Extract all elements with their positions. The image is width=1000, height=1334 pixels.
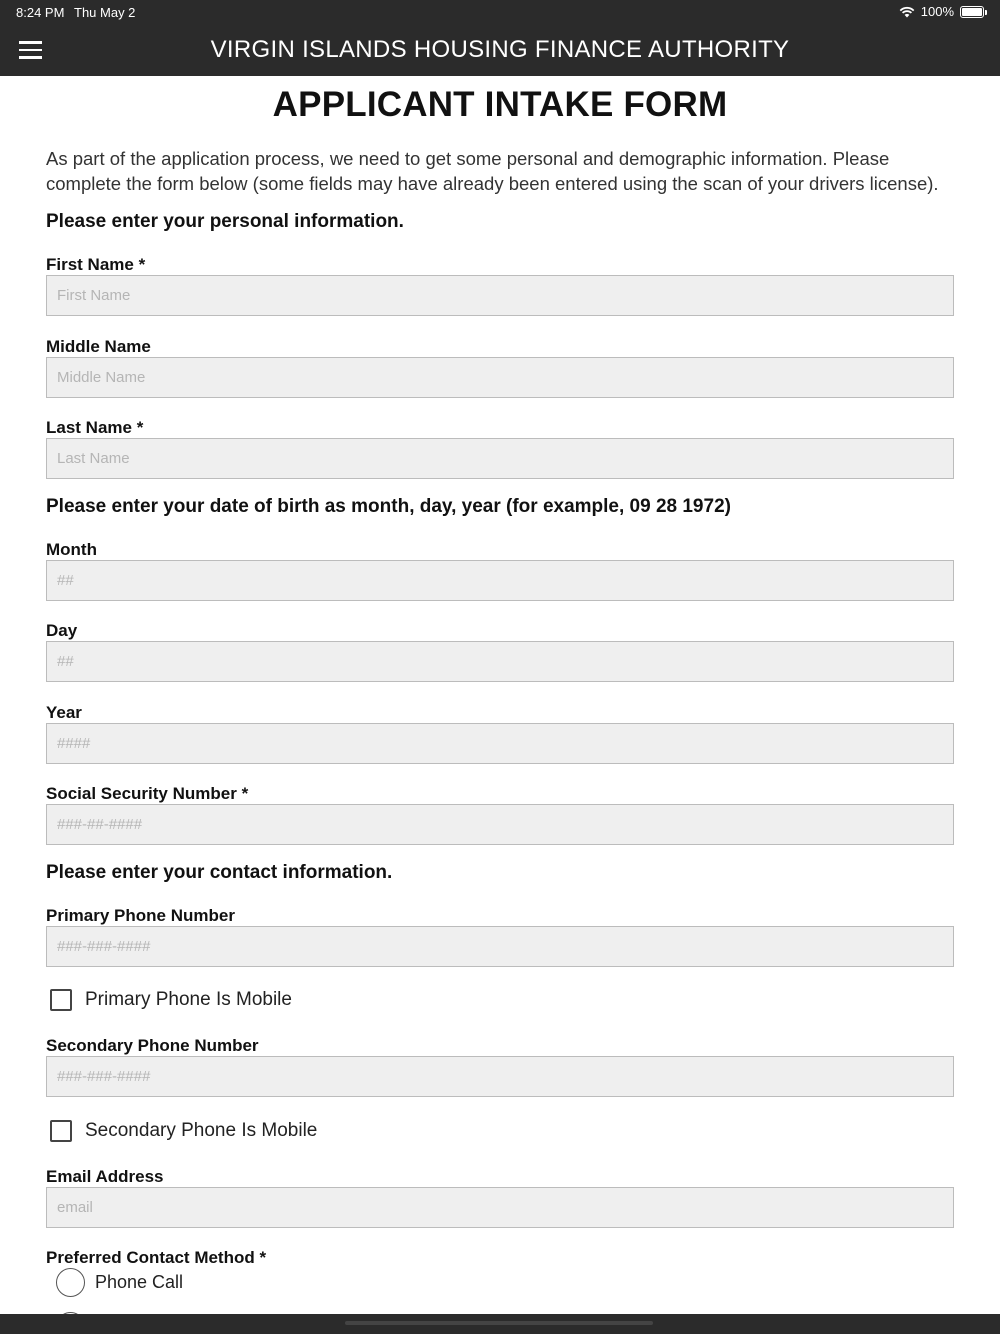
secondary-mobile-label: Secondary Phone Is Mobile xyxy=(85,1120,318,1141)
contact-method-label: Preferred Contact Method * xyxy=(46,1248,267,1267)
secondary-mobile-checkbox[interactable] xyxy=(50,1120,317,1142)
primary-phone-input[interactable] xyxy=(46,926,954,967)
ssn-input[interactable] xyxy=(46,804,954,845)
home-bar-area xyxy=(0,1314,1000,1334)
last-name-label: Last Name * xyxy=(46,418,144,437)
intro-text: As part of the application process, we need to get some personal and demographic information. Please complete the form below (some fields may have already been entered using the scan of your drivers license). xyxy=(46,148,939,194)
primary-phone-label: Primary Phone Number xyxy=(46,906,235,925)
page-title: APPLICANT INTAKE FORM xyxy=(272,85,728,124)
dob-heading: Please enter your date of birth as month, day, year (for example, 09 28 1972) xyxy=(46,496,731,517)
last-name-input[interactable] xyxy=(46,438,954,479)
checkbox-box[interactable] xyxy=(50,1120,72,1142)
radio-label-phone-call: Phone Call xyxy=(95,1272,184,1292)
app-header xyxy=(0,24,1000,76)
day-input[interactable] xyxy=(46,641,954,682)
email-input[interactable] xyxy=(46,1187,954,1228)
year-label: Year xyxy=(46,703,82,722)
day-label: Day xyxy=(46,621,78,640)
app-title: VIRGIN ISLANDS HOUSING FINANCE AUTHORITY xyxy=(210,36,790,63)
form-content[interactable] xyxy=(0,76,1000,1314)
contact-info-heading: Please enter your contact information. xyxy=(46,862,393,883)
status-date: Thu May 2 xyxy=(74,5,136,20)
contact-method-phone-radio[interactable] xyxy=(56,1268,183,1297)
personal-info-heading: Please enter your personal information. xyxy=(46,211,404,232)
email-label: Email Address xyxy=(46,1167,164,1186)
secondary-phone-label: Secondary Phone Number xyxy=(46,1036,259,1055)
status-bar xyxy=(0,0,1000,24)
status-time: 8:24 PM xyxy=(16,5,65,20)
battery-icon xyxy=(960,6,984,18)
month-input[interactable] xyxy=(46,560,954,601)
checkbox-box[interactable] xyxy=(50,989,72,1011)
wifi-icon xyxy=(899,6,915,18)
year-input[interactable] xyxy=(46,723,954,764)
ssn-label: Social Security Number * xyxy=(46,784,249,803)
first-name-label: First Name * xyxy=(46,255,146,274)
primary-mobile-checkbox[interactable] xyxy=(50,989,292,1011)
status-indicators xyxy=(899,4,984,19)
middle-name-input[interactable] xyxy=(46,357,954,398)
middle-name-label: Middle Name xyxy=(46,337,151,356)
primary-mobile-label: Primary Phone Is Mobile xyxy=(85,989,292,1010)
battery-percent: 100% xyxy=(920,4,954,19)
secondary-phone-input[interactable] xyxy=(46,1056,954,1097)
home-indicator[interactable] xyxy=(345,1321,653,1325)
first-name-input[interactable] xyxy=(46,275,954,316)
month-label: Month xyxy=(46,540,97,559)
radio-circle[interactable] xyxy=(56,1268,85,1297)
